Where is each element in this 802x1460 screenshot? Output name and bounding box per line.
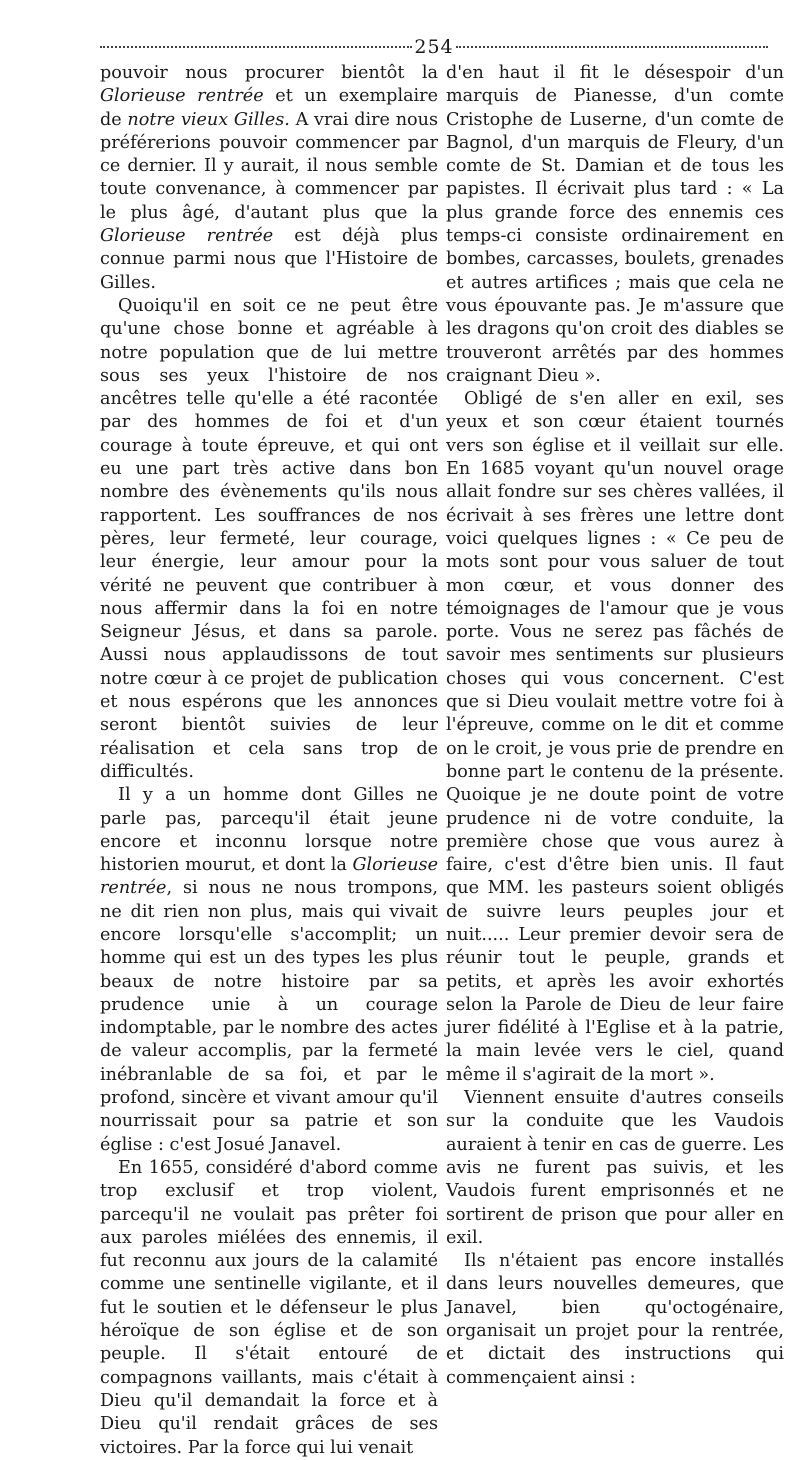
paragraph xyxy=(446,1087,784,1250)
paragraph xyxy=(100,1157,438,1460)
paragraph xyxy=(100,62,438,295)
paragraph xyxy=(446,62,784,388)
page-number: 254 xyxy=(414,36,454,58)
italic-title: Glorieuse rentrée xyxy=(100,855,438,899)
header-rule-left xyxy=(100,46,412,48)
text-segment: , si nous ne nous trompons, ne dit rien non plus, mais qui vivait encore lorsqu'elle s'accomplit; un homme qui est un des types les plus beaux de notre histoire par sa prudence unie à un courage indomptable, par le nombre des actes de valeur accomplis, par la fermeté inébranlable de sa foi, et par le profond, sincère et vivant amour qu'il nourrissait pour sa patrie et son église : c'est Josué Janavel. xyxy=(100,878,438,1155)
text-segment: d'en haut il fit le désespoir d'un marquis de Pianesse, d'un comte Cristophe de Luserne, d'un comte de Bagnol, d'un marquis de Fleury, d'un comte de St. Damian et de tous les papistes. Il écrivait plus tard : « La plus grande force des ennemis ces temps-ci consiste ordinairement en bombes, carcasses, boulets, grenades et autres artifices ; mais que cela ne vous épouvante pas. Je m'assure que les dragons qu'on croit des diables se trouveront arrêtés par des hommes craignant Dieu ». xyxy=(446,63,784,386)
text-segment: Ils n'étaient pas encore installés dans leurs nouvelles demeures, que Janavel, bien qu'octogénaire, organisait un projet pour la rentrée, et dictait des instructions qui commençaient ainsi : xyxy=(446,1251,784,1388)
italic-title: Glorieuse rentrée xyxy=(100,226,274,247)
text-segment: et un exemplaire de xyxy=(100,86,439,130)
paragraph xyxy=(100,784,438,1157)
right-column xyxy=(446,62,784,1390)
text-segment: Viennent ensuite d'autres conseils sur la conduite que les Vaudois auraient à tenir en cas de guerre. Les avis ne furent pas suivis, et les Vaudois furent emprisonnés et ne sortirent de prison que pour aller en exil. xyxy=(446,1088,784,1248)
text-segment: Quoiqu'il en soit ce ne peut être qu'une chose bonne et agréable à notre population que de lui mettre sous ses yeux l'histoire de nos ancêtres telle qu'elle a été racontée par des hommes de foi et d'un courage à toute épreuve, et qui ont eu une part très active dans bon nombre des évènements qu'ils nous rapportent. Les souffrances de nos pères, leur fermeté, leur courage, leur énergie, leur amour pour la vérité ne peuvent que contribuer à nous affermir dans la foi en notre Seigneur Jésus, et dans sa parole. Aussi nous applaudissons de tout notre cœur à ce projet de publication et nous espérons que les annonces seront bientôt suivies de leur réalisation et cela sans trop de difficultés. xyxy=(100,295,438,782)
header-rule-right xyxy=(456,46,768,48)
paragraph xyxy=(100,295,438,784)
text-segment: A vrai dire nous préférerions pouvoir commencer par ce dernier. Il y aurait, il nous semble toute convenance, à commencer par le plus âgé, d'autant plus que la xyxy=(100,109,438,223)
paragraph xyxy=(446,388,784,1087)
text-segment: pouvoir nous procurer bientôt la xyxy=(100,63,438,83)
paragraph xyxy=(446,1250,784,1390)
running-header xyxy=(100,34,768,60)
italic-title: notre vieux Gilles. xyxy=(127,109,290,130)
text-segment: En 1655, considéré d'abord comme trop exclusif et trop violent, parcequ'il ne voulait pas prêter foi aux paroles miélées des ennemis, il fut reconnu aux jours de la calamité comme une sentinelle vigilante, et il fut le soutien et le défenseur le plus héroïque de son église et de son peuple. Il s'était entouré de compagnons vaillants, mais c'était à Dieu qu'il demandait la force et à Dieu qu'il rendait grâces de ses victoires. Par la force qui lui venait xyxy=(100,1157,438,1458)
text-segment: est déjà plus connue parmi nous que l'Histoire de Gilles. xyxy=(100,226,438,293)
text-segment: Il y a un homme dont Gilles ne parle pas, parcequ'il était jeune encore et inconnu lorsque notre historien mourut, et dont la xyxy=(100,785,438,876)
italic-title: Glorieuse rentrée xyxy=(100,86,264,107)
text-segment: Obligé de s'en aller en exil, ses yeux et son cœur étaient tournés vers son église et il veillait sur elle. En 1685 voyant qu'un nouvel orage allait fondre sur ses chères vallées, il écrivait à ses frères une lettre dont voici quelques lignes : « Ce peu de mots sont pour vous saluer de tout mon cœur, et vous donner des témoignages de l'amour que je vous porte. Vous ne serez pas fâchés de savoir mes sentiments sur plusieurs choses qui vous concernent. C'est que si Dieu voulait mettre votre foi à l'épreuve, comme on le dit et comme on le croit, je vous prie de prendre en bonne part le contenu de la présente. Quoique je ne doute point de votre prudence ni de votre conduite, la première chose que vous aurez à faire, c'est d'être bien unis. Il faut que MM. les pasteurs soient obligés de suivre leurs peuples jour et nuit..... Leur premier devoir sera de réunir tout le peuple, grands et petits, et après les avoir exhortés selon la Parole de Dieu de leur faire jurer fidélité à l'Eglise et à la patrie, la main levée vers le ciel, quand même il s'agirait de la mort ». xyxy=(446,389,784,1085)
left-column xyxy=(100,62,438,1460)
